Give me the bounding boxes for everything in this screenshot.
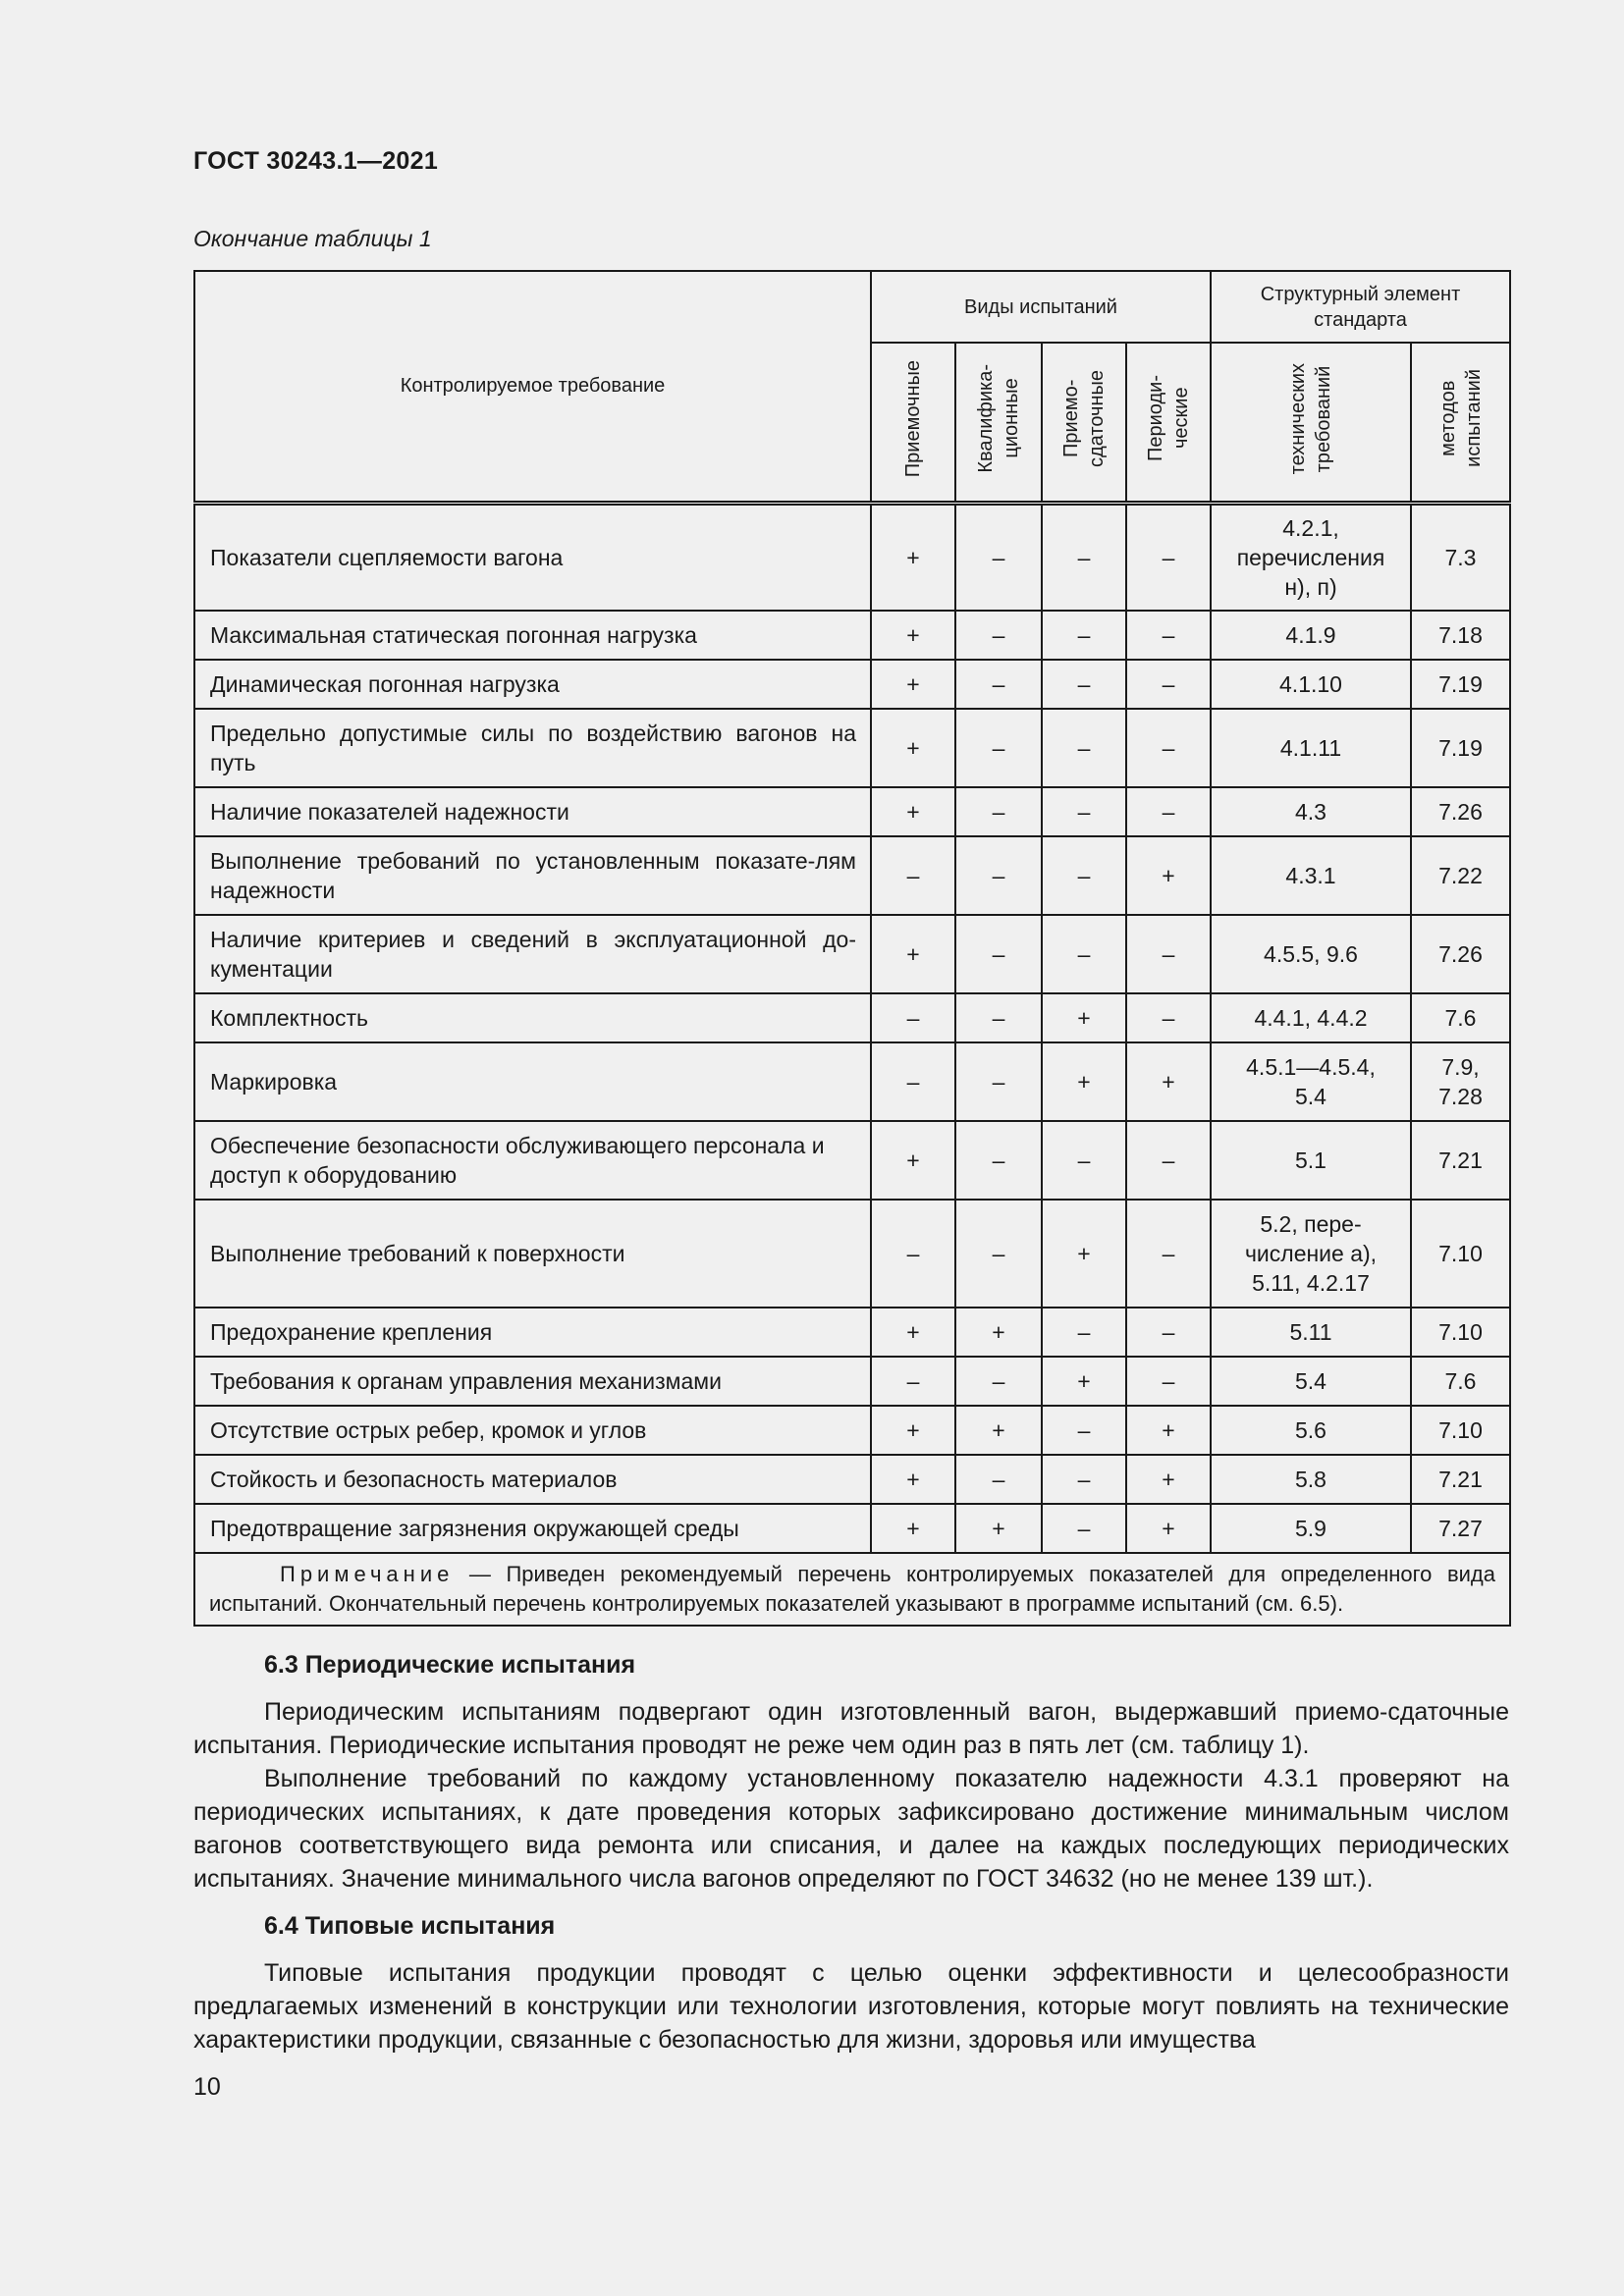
header-periodic-label: Периоди- ческие bbox=[1145, 375, 1192, 462]
table-row bbox=[194, 1121, 1510, 1200]
delivery-cell: – bbox=[1042, 503, 1126, 611]
periodic-cell: – bbox=[1126, 787, 1211, 836]
header-requirement: Контролируемое требование bbox=[194, 271, 871, 503]
header-delivery bbox=[1042, 343, 1126, 503]
qualification-cell: – bbox=[955, 787, 1042, 836]
table-caption: Окончание таблицы 1 bbox=[193, 226, 432, 251]
acceptance-cell: – bbox=[871, 836, 955, 915]
delivery-cell: – bbox=[1042, 1455, 1126, 1504]
table-row bbox=[194, 1200, 1510, 1308]
qualification-cell: – bbox=[955, 1357, 1042, 1406]
requirements-table bbox=[193, 270, 1511, 1627]
header-test-types: Виды испытаний bbox=[871, 271, 1211, 343]
requirement-cell: Маркировка bbox=[194, 1042, 871, 1121]
tech-ref-cell: 4.1.10 bbox=[1211, 660, 1411, 709]
acceptance-cell: + bbox=[871, 915, 955, 993]
periodic-cell: – bbox=[1126, 1121, 1211, 1200]
delivery-cell: – bbox=[1042, 1406, 1126, 1455]
method-ref-cell: 7.26 bbox=[1411, 915, 1510, 993]
tech-ref-cell: 5.4 bbox=[1211, 1357, 1411, 1406]
table-row bbox=[194, 611, 1510, 660]
requirement-cell: Максимальная статическая погонная нагрузка bbox=[194, 611, 871, 660]
requirement-cell: Наличие критериев и сведений в эксплуатационной до-кументации bbox=[194, 915, 871, 993]
header-test-methods bbox=[1411, 343, 1510, 503]
qualification-cell: – bbox=[955, 836, 1042, 915]
periodic-cell: – bbox=[1126, 503, 1211, 611]
table-row bbox=[194, 787, 1510, 836]
qualification-cell: + bbox=[955, 1406, 1042, 1455]
qualification-cell: – bbox=[955, 1455, 1042, 1504]
acceptance-cell: + bbox=[871, 611, 955, 660]
delivery-cell: – bbox=[1042, 611, 1126, 660]
header-structural-element: Структурный элемент стандарта bbox=[1211, 271, 1510, 343]
acceptance-cell: + bbox=[871, 1504, 955, 1553]
tech-ref-cell: 4.1.11 bbox=[1211, 709, 1411, 787]
delivery-cell: + bbox=[1042, 1042, 1126, 1121]
tech-ref-cell: 5.2, пере- числение а), 5.11, 4.2.17 bbox=[1211, 1200, 1411, 1308]
qualification-cell: + bbox=[955, 1308, 1042, 1357]
tech-ref-cell: 5.11 bbox=[1211, 1308, 1411, 1357]
table-note bbox=[194, 1553, 1510, 1626]
delivery-cell: – bbox=[1042, 787, 1126, 836]
periodic-cell: – bbox=[1126, 1308, 1211, 1357]
table-row bbox=[194, 660, 1510, 709]
requirement-cell: Обеспечение безопасности обслуживающего персонала и доступ к оборудованию bbox=[194, 1121, 871, 1200]
requirement-cell: Показатели сцепляемости вагона bbox=[194, 503, 871, 611]
header-periodic bbox=[1126, 343, 1211, 503]
method-ref-cell: 7.22 bbox=[1411, 836, 1510, 915]
method-ref-cell: 7.10 bbox=[1411, 1308, 1510, 1357]
method-ref-cell: 7.18 bbox=[1411, 611, 1510, 660]
section-title: 6.3 Периодические испытания bbox=[264, 1651, 636, 1679]
acceptance-cell: – bbox=[871, 1042, 955, 1121]
acceptance-cell: + bbox=[871, 503, 955, 611]
delivery-cell: – bbox=[1042, 709, 1126, 787]
requirement-cell: Отсутствие острых ребер, кромок и углов bbox=[194, 1406, 871, 1455]
delivery-cell: – bbox=[1042, 836, 1126, 915]
acceptance-cell: + bbox=[871, 1455, 955, 1504]
delivery-cell: – bbox=[1042, 915, 1126, 993]
periodic-cell: + bbox=[1126, 1455, 1211, 1504]
tech-ref-cell: 4.4.1, 4.4.2 bbox=[1211, 993, 1411, 1042]
method-ref-cell: 7.3 bbox=[1411, 503, 1510, 611]
tech-ref-cell: 5.6 bbox=[1211, 1406, 1411, 1455]
header-qualification bbox=[955, 343, 1042, 503]
qualification-cell: – bbox=[955, 915, 1042, 993]
requirement-cell: Комплектность bbox=[194, 993, 871, 1042]
method-ref-cell: 7.26 bbox=[1411, 787, 1510, 836]
paragraph: Выполнение требований по каждому установленному показателю надежности 4.3.1 проверяют на периодических испытаниях, к дате проведения которых зафиксировано достижение минимальным числом вагонов соответствующего вида ремонта или списания, и далее на каждых последующих периодических испытаниях. Значение минимального числа вагонов определяют по ГОСТ 34632 (но не менее 139 шт.). bbox=[193, 1765, 1509, 1893]
requirement-cell: Стойкость и безопасность материалов bbox=[194, 1455, 871, 1504]
method-ref-cell: 7.19 bbox=[1411, 660, 1510, 709]
table-row bbox=[194, 1504, 1510, 1553]
paragraph: Типовые испытания продукции проводят с целью оценки эффективности и целесообразности предлагаемых изменений в конструкции или технологии изготовления, которые могут повлиять на технические характеристики продукции, связанные с безопасностью для жизни, здоровья или имущества bbox=[193, 1959, 1509, 2054]
qualification-cell: – bbox=[955, 660, 1042, 709]
delivery-cell: + bbox=[1042, 993, 1126, 1042]
method-ref-cell: 7.10 bbox=[1411, 1200, 1510, 1308]
header-delivery-label: Приемо- сдаточные bbox=[1060, 369, 1108, 467]
tech-ref-cell: 5.8 bbox=[1211, 1455, 1411, 1504]
page-number: 10 bbox=[193, 2073, 221, 2101]
header-tech-requirements bbox=[1211, 343, 1411, 503]
requirement-cell: Динамическая погонная нагрузка bbox=[194, 660, 871, 709]
header-qualification-label: Квалифика- ционные bbox=[975, 363, 1022, 473]
periodic-cell: + bbox=[1126, 836, 1211, 915]
qualification-cell: – bbox=[955, 1121, 1042, 1200]
method-ref-cell: 7.6 bbox=[1411, 1357, 1510, 1406]
delivery-cell: – bbox=[1042, 1504, 1126, 1553]
section-title: 6.4 Типовые испытания bbox=[264, 1912, 556, 1940]
note-row bbox=[194, 1553, 1510, 1626]
acceptance-cell: + bbox=[871, 787, 955, 836]
acceptance-cell: – bbox=[871, 1200, 955, 1308]
table-row bbox=[194, 993, 1510, 1042]
tech-ref-cell: 4.5.5, 9.6 bbox=[1211, 915, 1411, 993]
tech-ref-cell: 5.1 bbox=[1211, 1121, 1411, 1200]
note-text: — Приведен рекомендуемый перечень контролируемых показателей для определенного вида испытаний. Окончательный перечень контролируемых показателей указывают в программе испытаний (см. 6.5). bbox=[209, 1562, 1495, 1616]
requirement-cell: Предотвращение загрязнения окружающей среды bbox=[194, 1504, 871, 1553]
method-ref-cell: 7.27 bbox=[1411, 1504, 1510, 1553]
note-lead: Примечание bbox=[280, 1562, 455, 1586]
document-code: ГОСТ 30243.1—2021 bbox=[193, 147, 439, 175]
table-row bbox=[194, 1042, 1510, 1121]
qualification-cell: – bbox=[955, 993, 1042, 1042]
periodic-cell: – bbox=[1126, 993, 1211, 1042]
acceptance-cell: + bbox=[871, 709, 955, 787]
acceptance-cell: + bbox=[871, 660, 955, 709]
method-ref-cell: 7.21 bbox=[1411, 1121, 1510, 1200]
header-acceptance bbox=[871, 343, 955, 503]
tech-ref-cell: 4.3.1 bbox=[1211, 836, 1411, 915]
requirement-cell: Выполнение требований по установленным показате-лям надежности bbox=[194, 836, 871, 915]
method-ref-cell: 7.9, 7.28 bbox=[1411, 1042, 1510, 1121]
requirement-cell: Требования к органам управления механизмами bbox=[194, 1357, 871, 1406]
table-row bbox=[194, 1308, 1510, 1357]
table-row bbox=[194, 503, 1510, 611]
delivery-cell: + bbox=[1042, 1200, 1126, 1308]
acceptance-cell: – bbox=[871, 993, 955, 1042]
table-row bbox=[194, 1455, 1510, 1504]
requirement-cell: Предохранение крепления bbox=[194, 1308, 871, 1357]
table-row bbox=[194, 915, 1510, 993]
paragraph: Периодическим испытаниям подвергают один изготовленный вагон, выдержавший приемо-сдаточные испытания. Периодические испытания проводят не реже чем один раз в пять лет (см. таблицу 1). bbox=[193, 1698, 1509, 1759]
method-ref-cell: 7.21 bbox=[1411, 1455, 1510, 1504]
requirement-cell: Предельно допустимые силы по воздействию вагонов на путь bbox=[194, 709, 871, 787]
periodic-cell: – bbox=[1126, 709, 1211, 787]
qualification-cell: – bbox=[955, 503, 1042, 611]
periodic-cell: – bbox=[1126, 915, 1211, 993]
qualification-cell: – bbox=[955, 1042, 1042, 1121]
method-ref-cell: 7.10 bbox=[1411, 1406, 1510, 1455]
delivery-cell: – bbox=[1042, 1308, 1126, 1357]
delivery-cell: + bbox=[1042, 1357, 1126, 1406]
method-ref-cell: 7.19 bbox=[1411, 709, 1510, 787]
table-row bbox=[194, 1406, 1510, 1455]
periodic-cell: + bbox=[1126, 1406, 1211, 1455]
periodic-cell: + bbox=[1126, 1042, 1211, 1121]
periodic-cell: – bbox=[1126, 611, 1211, 660]
delivery-cell: – bbox=[1042, 660, 1126, 709]
periodic-cell: – bbox=[1126, 1200, 1211, 1308]
tech-ref-cell: 4.2.1, перечисления н), п) bbox=[1211, 503, 1411, 611]
delivery-cell: – bbox=[1042, 1121, 1126, 1200]
requirement-cell: Выполнение требований к поверхности bbox=[194, 1200, 871, 1308]
table-row bbox=[194, 1357, 1510, 1406]
acceptance-cell: + bbox=[871, 1121, 955, 1200]
periodic-cell: – bbox=[1126, 1357, 1211, 1406]
acceptance-cell: – bbox=[871, 1357, 955, 1406]
periodic-cell: + bbox=[1126, 1504, 1211, 1553]
requirement-cell: Наличие показателей надежности bbox=[194, 787, 871, 836]
table-row bbox=[194, 836, 1510, 915]
sections bbox=[193, 1648, 1509, 2056]
qualification-cell: – bbox=[955, 1200, 1042, 1308]
table-row bbox=[194, 709, 1510, 787]
header-acceptance-label: Приемочные bbox=[902, 359, 924, 477]
acceptance-cell: + bbox=[871, 1308, 955, 1357]
header-tech-requirements-label: технических требований bbox=[1287, 362, 1334, 474]
method-ref-cell: 7.6 bbox=[1411, 993, 1510, 1042]
tech-ref-cell: 4.1.9 bbox=[1211, 611, 1411, 660]
acceptance-cell: + bbox=[871, 1406, 955, 1455]
qualification-cell: + bbox=[955, 1504, 1042, 1553]
periodic-cell: – bbox=[1126, 660, 1211, 709]
tech-ref-cell: 4.5.1—4.5.4, 5.4 bbox=[1211, 1042, 1411, 1121]
tech-ref-cell: 5.9 bbox=[1211, 1504, 1411, 1553]
tech-ref-cell: 4.3 bbox=[1211, 787, 1411, 836]
qualification-cell: – bbox=[955, 709, 1042, 787]
header-test-methods-label: методов испытаний bbox=[1436, 369, 1485, 468]
qualification-cell: – bbox=[955, 611, 1042, 660]
